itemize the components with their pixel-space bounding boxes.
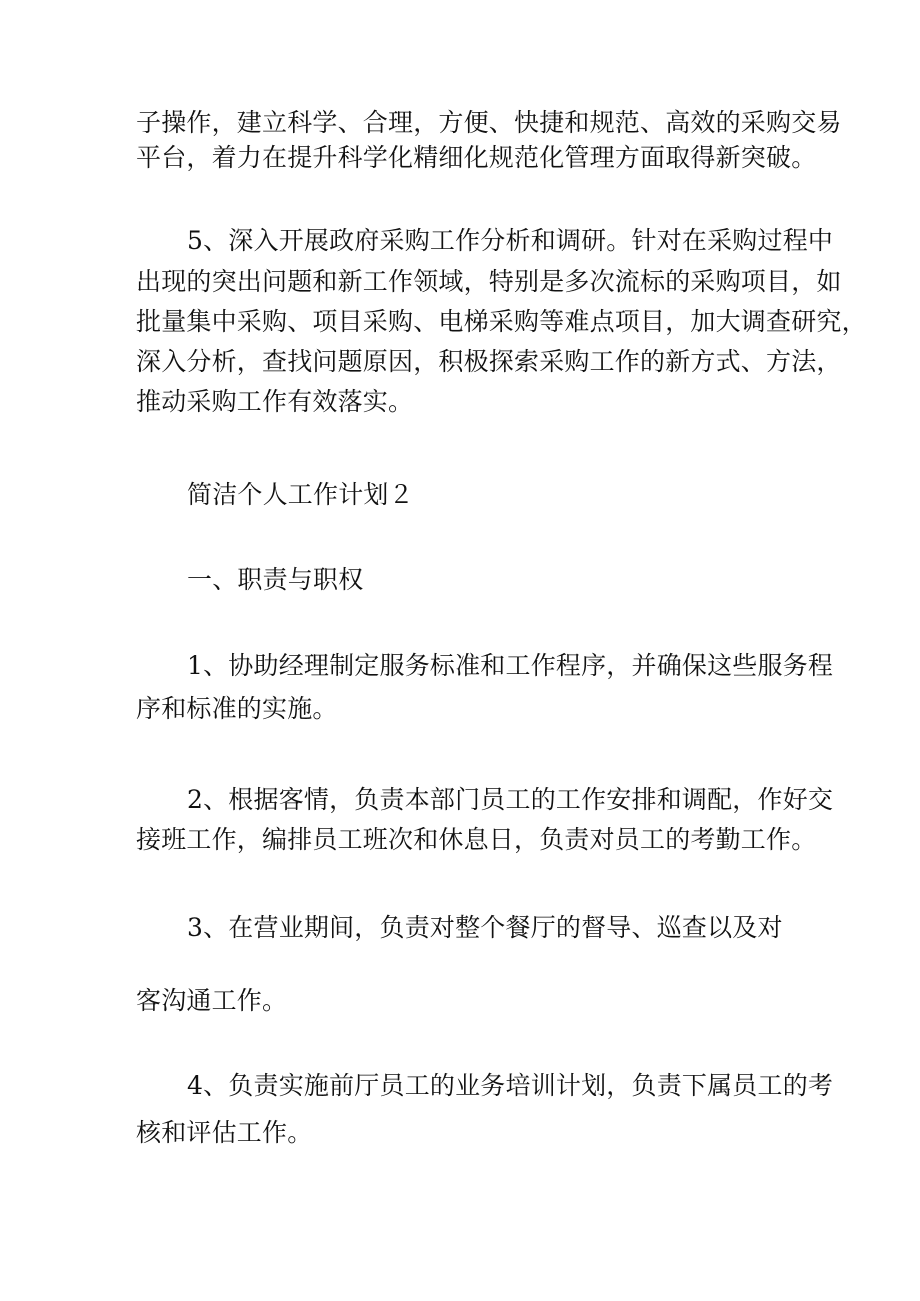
text-line: 深入分析，查找问题原因，积极探索采购工作的新方式、方法，: [136, 347, 842, 376]
text-line: 序和标准的实施。: [136, 694, 338, 723]
text-line: 子操作，建立科学、合理，方便、快捷和规范、高效的采购交易: [136, 108, 842, 137]
text-line: 推动采购工作有效落实。: [136, 387, 414, 416]
subsection-heading: 一、职责与职权: [187, 565, 364, 594]
text-line: 平台，着力在提升科学化精细化规范化管理方面取得新突破。: [136, 143, 817, 172]
text-line: 批量集中采购、项目采购、电梯采购等难点项目，加大调查研究，: [136, 307, 867, 336]
text-line: 接班工作，编排员工班次和休息日，负责对员工的考勤工作。: [136, 825, 817, 854]
section-heading: 简洁个人工作计划２: [187, 480, 414, 509]
text-line: 客沟通工作。: [136, 986, 288, 1015]
text-line: 1、协助经理制定服务标准和工作程序，并确保这些服务程: [187, 651, 834, 680]
text-line: 3、在营业期间，负责对整个餐厅的督导、巡查以及对: [187, 913, 783, 942]
text-line: 5、深入开展政府采购工作分析和调研。针对在采购过程中: [187, 226, 834, 255]
text-line: 4、负责实施前厅员工的业务培训计划，负责下属员工的考: [187, 1071, 834, 1100]
text-line: 2、根据客情，负责本部门员工的工作安排和调配，作好交: [187, 785, 834, 814]
text-line: 核和评估工作。: [136, 1118, 313, 1147]
text-line: 出现的突出问题和新工作领域，特别是多次流标的采购项目，如: [136, 267, 842, 296]
